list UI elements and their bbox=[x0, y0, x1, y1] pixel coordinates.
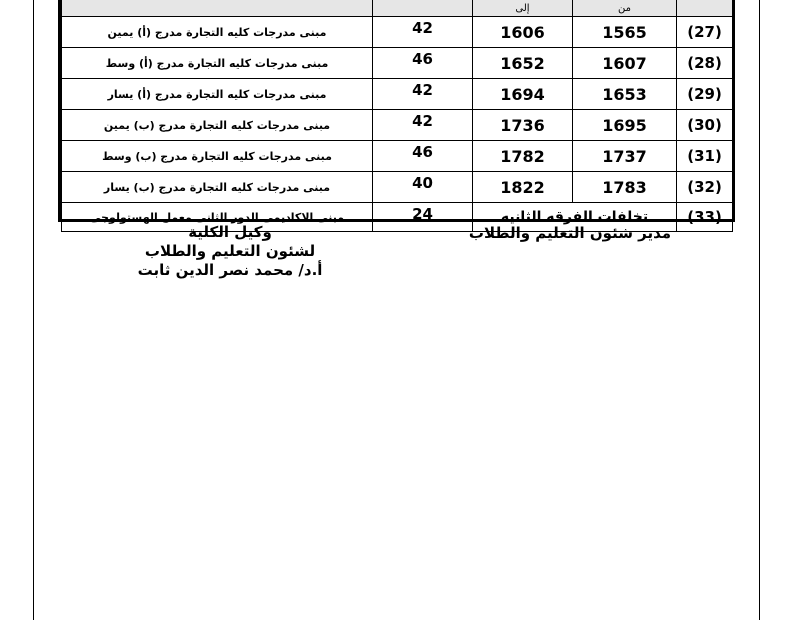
seat-from: 1737 bbox=[573, 141, 677, 172]
row-index: (32) bbox=[677, 172, 733, 203]
table-row bbox=[62, 79, 733, 110]
seat-to: 1736 bbox=[473, 110, 573, 141]
exam-location: مبنى مدرجات كليه التجارة مدرج (ب) يمين bbox=[62, 110, 373, 141]
seat-from: 1695 bbox=[573, 110, 677, 141]
student-count: 42 bbox=[373, 79, 473, 110]
student-count: 24 bbox=[373, 203, 473, 232]
table-row bbox=[62, 141, 733, 172]
row-index: (28) bbox=[677, 48, 733, 79]
seat-from: 1565 bbox=[573, 17, 677, 48]
row-index: (27) bbox=[677, 17, 733, 48]
signature-title: مدير شئون التعليم والطلاب bbox=[468, 224, 672, 242]
signature-affairs-director bbox=[440, 224, 700, 242]
seat-to: 1606 bbox=[473, 17, 573, 48]
student-count: 42 bbox=[373, 17, 473, 48]
exam-location: مبنى مدرجات كليه التجارة مدرج (ب) وسط bbox=[62, 141, 373, 172]
table-row bbox=[62, 17, 733, 48]
row-index: (29) bbox=[677, 79, 733, 110]
seat-from: 1607 bbox=[573, 48, 677, 79]
exam-location: مبنى مدرجات كليه التجارة مدرج (أ) وسط bbox=[62, 48, 373, 79]
header-to: إلى bbox=[473, 0, 573, 17]
seat-to: 1782 bbox=[473, 141, 573, 172]
seat-from: 1653 bbox=[573, 79, 677, 110]
backlog-label: تخلفات الفرقه الثانيه bbox=[473, 203, 677, 232]
exam-location: مبنى مدرجات كليه التجارة مدرج (ب) يسار bbox=[62, 172, 373, 203]
header-index bbox=[677, 0, 733, 17]
student-count: 46 bbox=[373, 48, 473, 79]
signature-name: أ.د/ محمد نصر الدين ثابت bbox=[137, 261, 323, 279]
distribution-table bbox=[61, 0, 733, 232]
signature-subtitle: لشئون التعليم والطلاب bbox=[144, 242, 316, 260]
row-index: (30) bbox=[677, 110, 733, 141]
page-border-left bbox=[33, 0, 34, 620]
seat-to: 1822 bbox=[473, 172, 573, 203]
page-border-right bbox=[759, 0, 760, 620]
exam-location: مبنى مدرجات كليه التجارة مدرج (أ) يمين bbox=[62, 17, 373, 48]
student-count: 40 bbox=[373, 172, 473, 203]
distribution-table-frame bbox=[58, 0, 735, 226]
seat-to: 1694 bbox=[473, 79, 573, 110]
row-index: (33) bbox=[677, 203, 733, 232]
row-index: (31) bbox=[677, 141, 733, 172]
table-header-row bbox=[62, 0, 733, 17]
student-count: 42 bbox=[373, 110, 473, 141]
exam-location: مبنى مدرجات كليه التجارة مدرج (أ) يسار bbox=[62, 79, 373, 110]
exam-location: مبنى الاكاديمى الدور الثانى معمل الهستولوجى bbox=[62, 203, 373, 232]
seat-from: 1783 bbox=[573, 172, 677, 203]
seat-to: 1652 bbox=[473, 48, 573, 79]
signature-vice-dean bbox=[100, 223, 360, 280]
signature-title: وكيل الكلية bbox=[188, 223, 272, 241]
table-row bbox=[62, 172, 733, 203]
header-from: من bbox=[573, 0, 677, 17]
header-location bbox=[62, 0, 373, 17]
table-row bbox=[62, 110, 733, 141]
student-count: 46 bbox=[373, 141, 473, 172]
header-count bbox=[373, 0, 473, 17]
table-row bbox=[62, 48, 733, 79]
